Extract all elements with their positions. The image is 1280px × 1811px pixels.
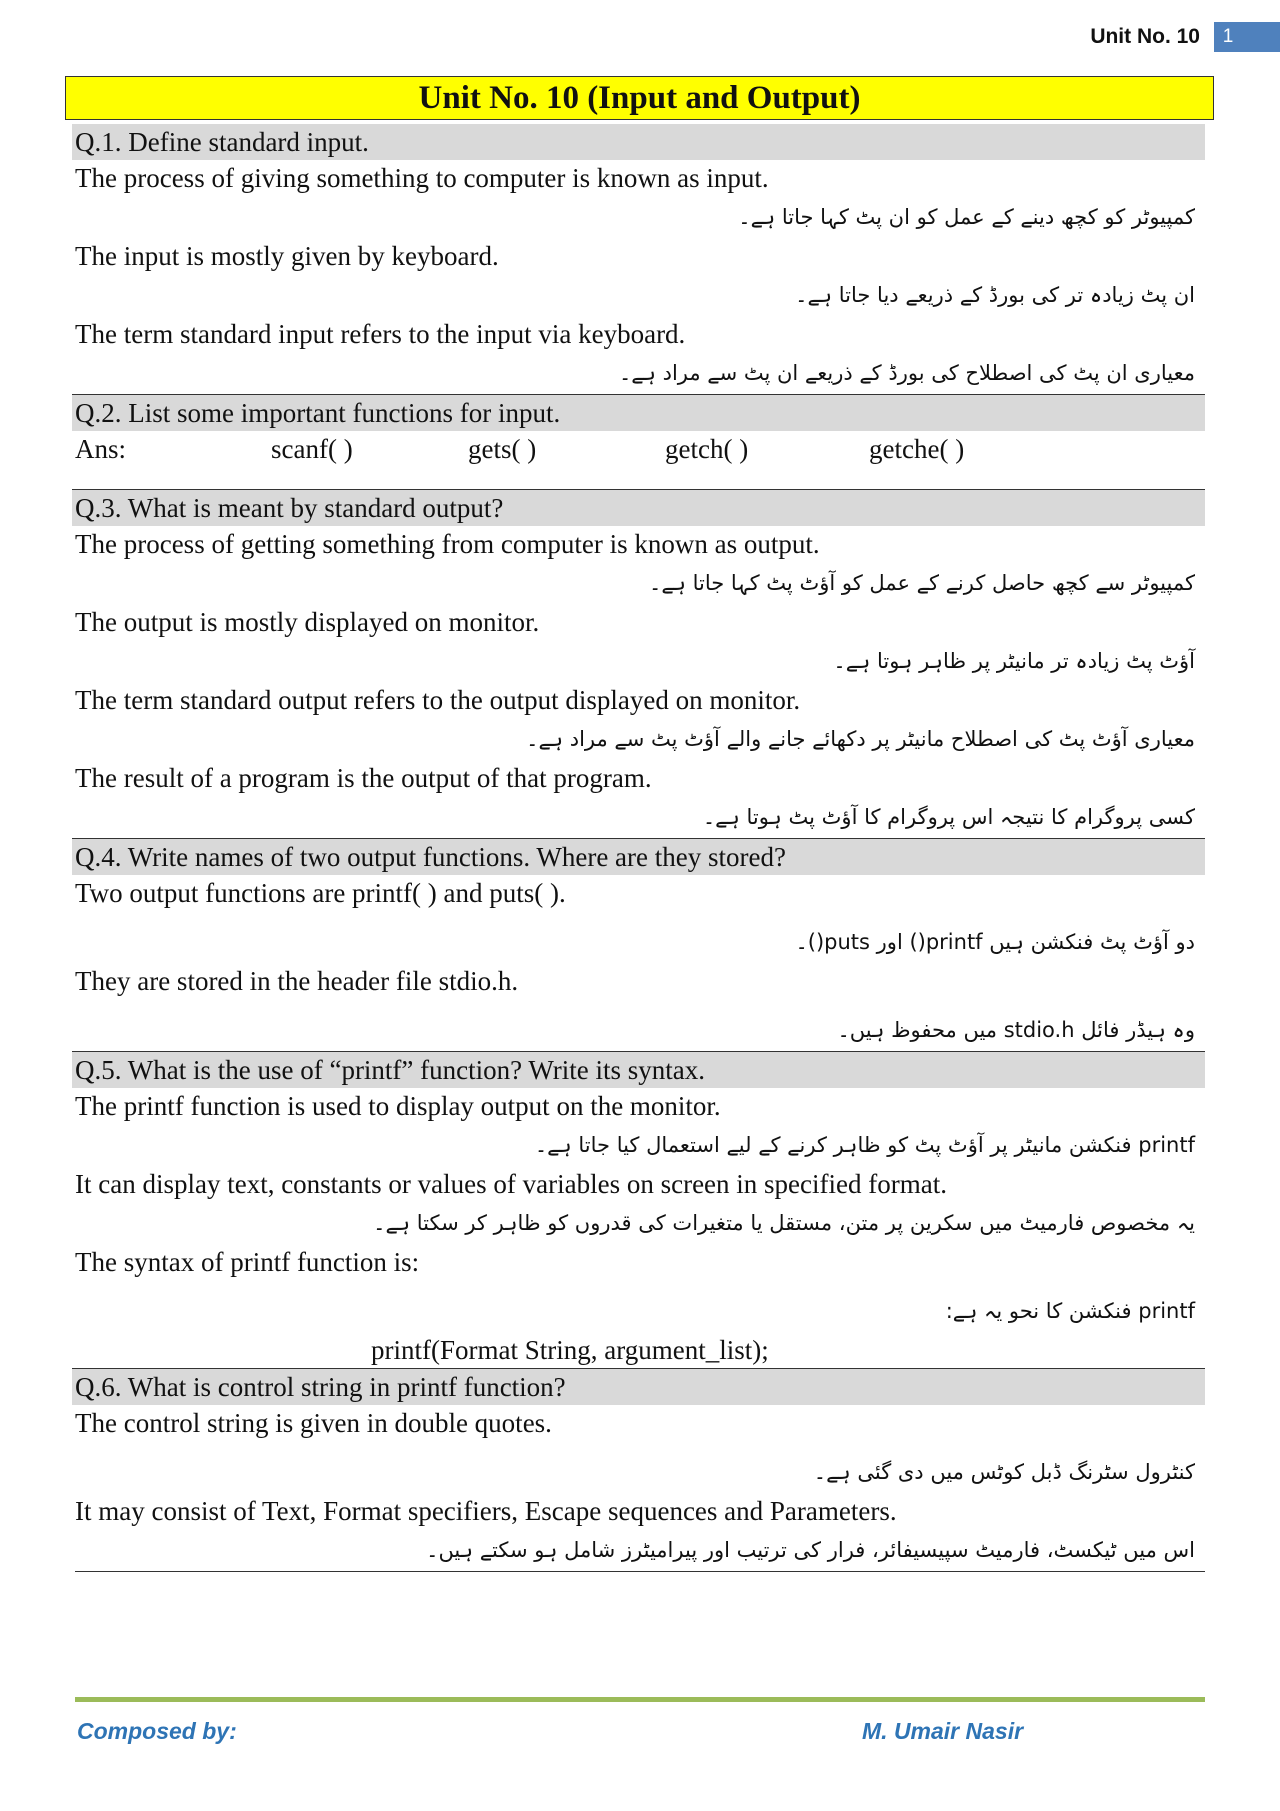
q1-answer-en-1: The process of giving something to computer is known as input. <box>75 163 769 193</box>
q6-answer-ur-1: کنٹرول سٹرنگ ڈبل کوٹس میں دی گئی ہے۔ <box>813 1460 1195 1484</box>
section-divider <box>75 1571 1205 1572</box>
q5-answer-ur-1: printf فنکشن مانیٹر پر آؤٹ پٹ کو ظاہر کرنے کے لیے استعمال کیا جاتا ہے۔ <box>534 1133 1195 1157</box>
q2-ans-label: Ans: <box>75 434 127 464</box>
spacer <box>75 467 1205 489</box>
q6-answer-en-1: The control string is given in double quotes. <box>75 1408 552 1438</box>
footer-divider <box>75 1697 1205 1702</box>
q4-answer-ur-2: وہ ہیڈر فائل stdio.h میں محفوظ ہیں۔ <box>837 1018 1195 1042</box>
printf-syntax: printf(Format String, argument_list); <box>371 1335 769 1365</box>
header-unit-label: Unit No. 10 <box>1090 25 1200 48</box>
q4-answer-en-1: Two output functions are printf( ) and puts( ). <box>75 878 566 908</box>
page-number-badge: 1 <box>1214 22 1280 52</box>
q1-answer-ur-3: معیاری ان پٹ کی اصطلاح کی بورڈ کے ذریعے ان پٹ سے مراد ہے۔ <box>619 361 1195 385</box>
q3-answer-ur-2: آؤٹ پٹ زیادہ تر مانیٹر پر ظاہر ہوتا ہے۔ <box>833 649 1195 673</box>
question-1: Q.1. Define standard input. <box>72 124 1205 160</box>
q3-answer-en-1: The process of getting something from computer is known as output. <box>75 529 820 559</box>
q2-function-gets: gets( ) <box>468 434 537 464</box>
q2-function-scanf: scanf( ) <box>271 434 353 464</box>
question-5: Q.5. What is the use of “printf” function? Write its syntax. <box>72 1051 1205 1088</box>
q5-answer-ur-2: یہ مخصوص فارمیٹ میں سکرین پر متن، مستقل یا متغیرات کی قدروں کو ظاہر کر سکتا ہے۔ <box>373 1211 1195 1235</box>
page-header <box>1090 22 1280 52</box>
q3-answer-en-2: The output is mostly displayed on monitor. <box>75 607 540 637</box>
question-4: Q.4. Write names of two output functions. Where are they stored? <box>72 838 1205 875</box>
q6-answer-en-2: It may consist of Text, Format specifiers, Escape sequences and Parameters. <box>75 1496 897 1526</box>
q6-answer-ur-2: اس میں ٹیکسٹ، فارمیٹ سپیسیفائر، فرار کی ترتیب اور پیرامیٹرز شامل ہو سکتے ہیں۔ <box>426 1538 1195 1562</box>
q2-function-getche: getche( ) <box>869 434 965 464</box>
q3-answer-ur-4: کسی پروگرام کا نتیجہ اس پروگرام کا آؤٹ پٹ ہوتا ہے۔ <box>702 805 1195 829</box>
q5-answer-en-2: It can display text, constants or values of variables on screen in specified format. <box>75 1169 947 1199</box>
q3-answer-ur-3: معیاری آؤٹ پٹ کی اصطلاح مانیٹر پر دکھائے جانے والے آؤٹ پٹ سے مراد ہے۔ <box>526 727 1195 751</box>
q4-answer-en-2: They are stored in the header file stdio.h. <box>75 966 519 996</box>
q5-answer-ur-3: printf فنکشن کا نحو یہ ہے: <box>945 1299 1195 1323</box>
footer-composed-label: Composed by: <box>77 1718 237 1744</box>
question-3: Q.3. What is meant by standard output? <box>72 489 1205 526</box>
q5-answer-en-1: The printf function is used to display output on the monitor. <box>75 1091 721 1121</box>
q3-answer-ur-1: کمپیوٹر سے کچھ حاصل کرنے کے عمل کو آؤٹ پٹ کہا جاتا ہے۔ <box>649 571 1195 595</box>
document-body <box>75 124 1205 1572</box>
question-6: Q.6. What is control string in printf function? <box>72 1368 1205 1405</box>
q1-answer-ur-2: ان پٹ زیادہ تر کی بورڈ کے ذریعے دیا جاتا ہے۔ <box>795 283 1195 307</box>
page-title: Unit No. 10 (Input and Output) <box>65 76 1214 120</box>
q5-answer-en-3: The syntax of printf function is: <box>75 1247 420 1277</box>
question-2: Q.2. List some important functions for input. <box>72 394 1205 431</box>
q2-answer-row <box>75 431 1205 467</box>
q1-answer-en-2: The input is mostly given by keyboard. <box>75 241 499 271</box>
q4-answer-ur-1: دو آؤٹ پٹ فنکشن ہیں printf() اور puts()۔ <box>795 930 1195 954</box>
q1-answer-en-3: The term standard input refers to the input via keyboard. <box>75 319 686 349</box>
q2-function-getch: getch( ) <box>665 434 749 464</box>
q3-answer-en-3: The term standard output refers to the output displayed on monitor. <box>75 685 801 715</box>
footer-author: M. Umair Nasir <box>862 1718 1024 1744</box>
q1-answer-ur-1: کمپیوٹر کو کچھ دینے کے عمل کو ان پٹ کہا جاتا ہے۔ <box>738 205 1195 229</box>
q3-answer-en-4: The result of a program is the output of that program. <box>75 763 652 793</box>
